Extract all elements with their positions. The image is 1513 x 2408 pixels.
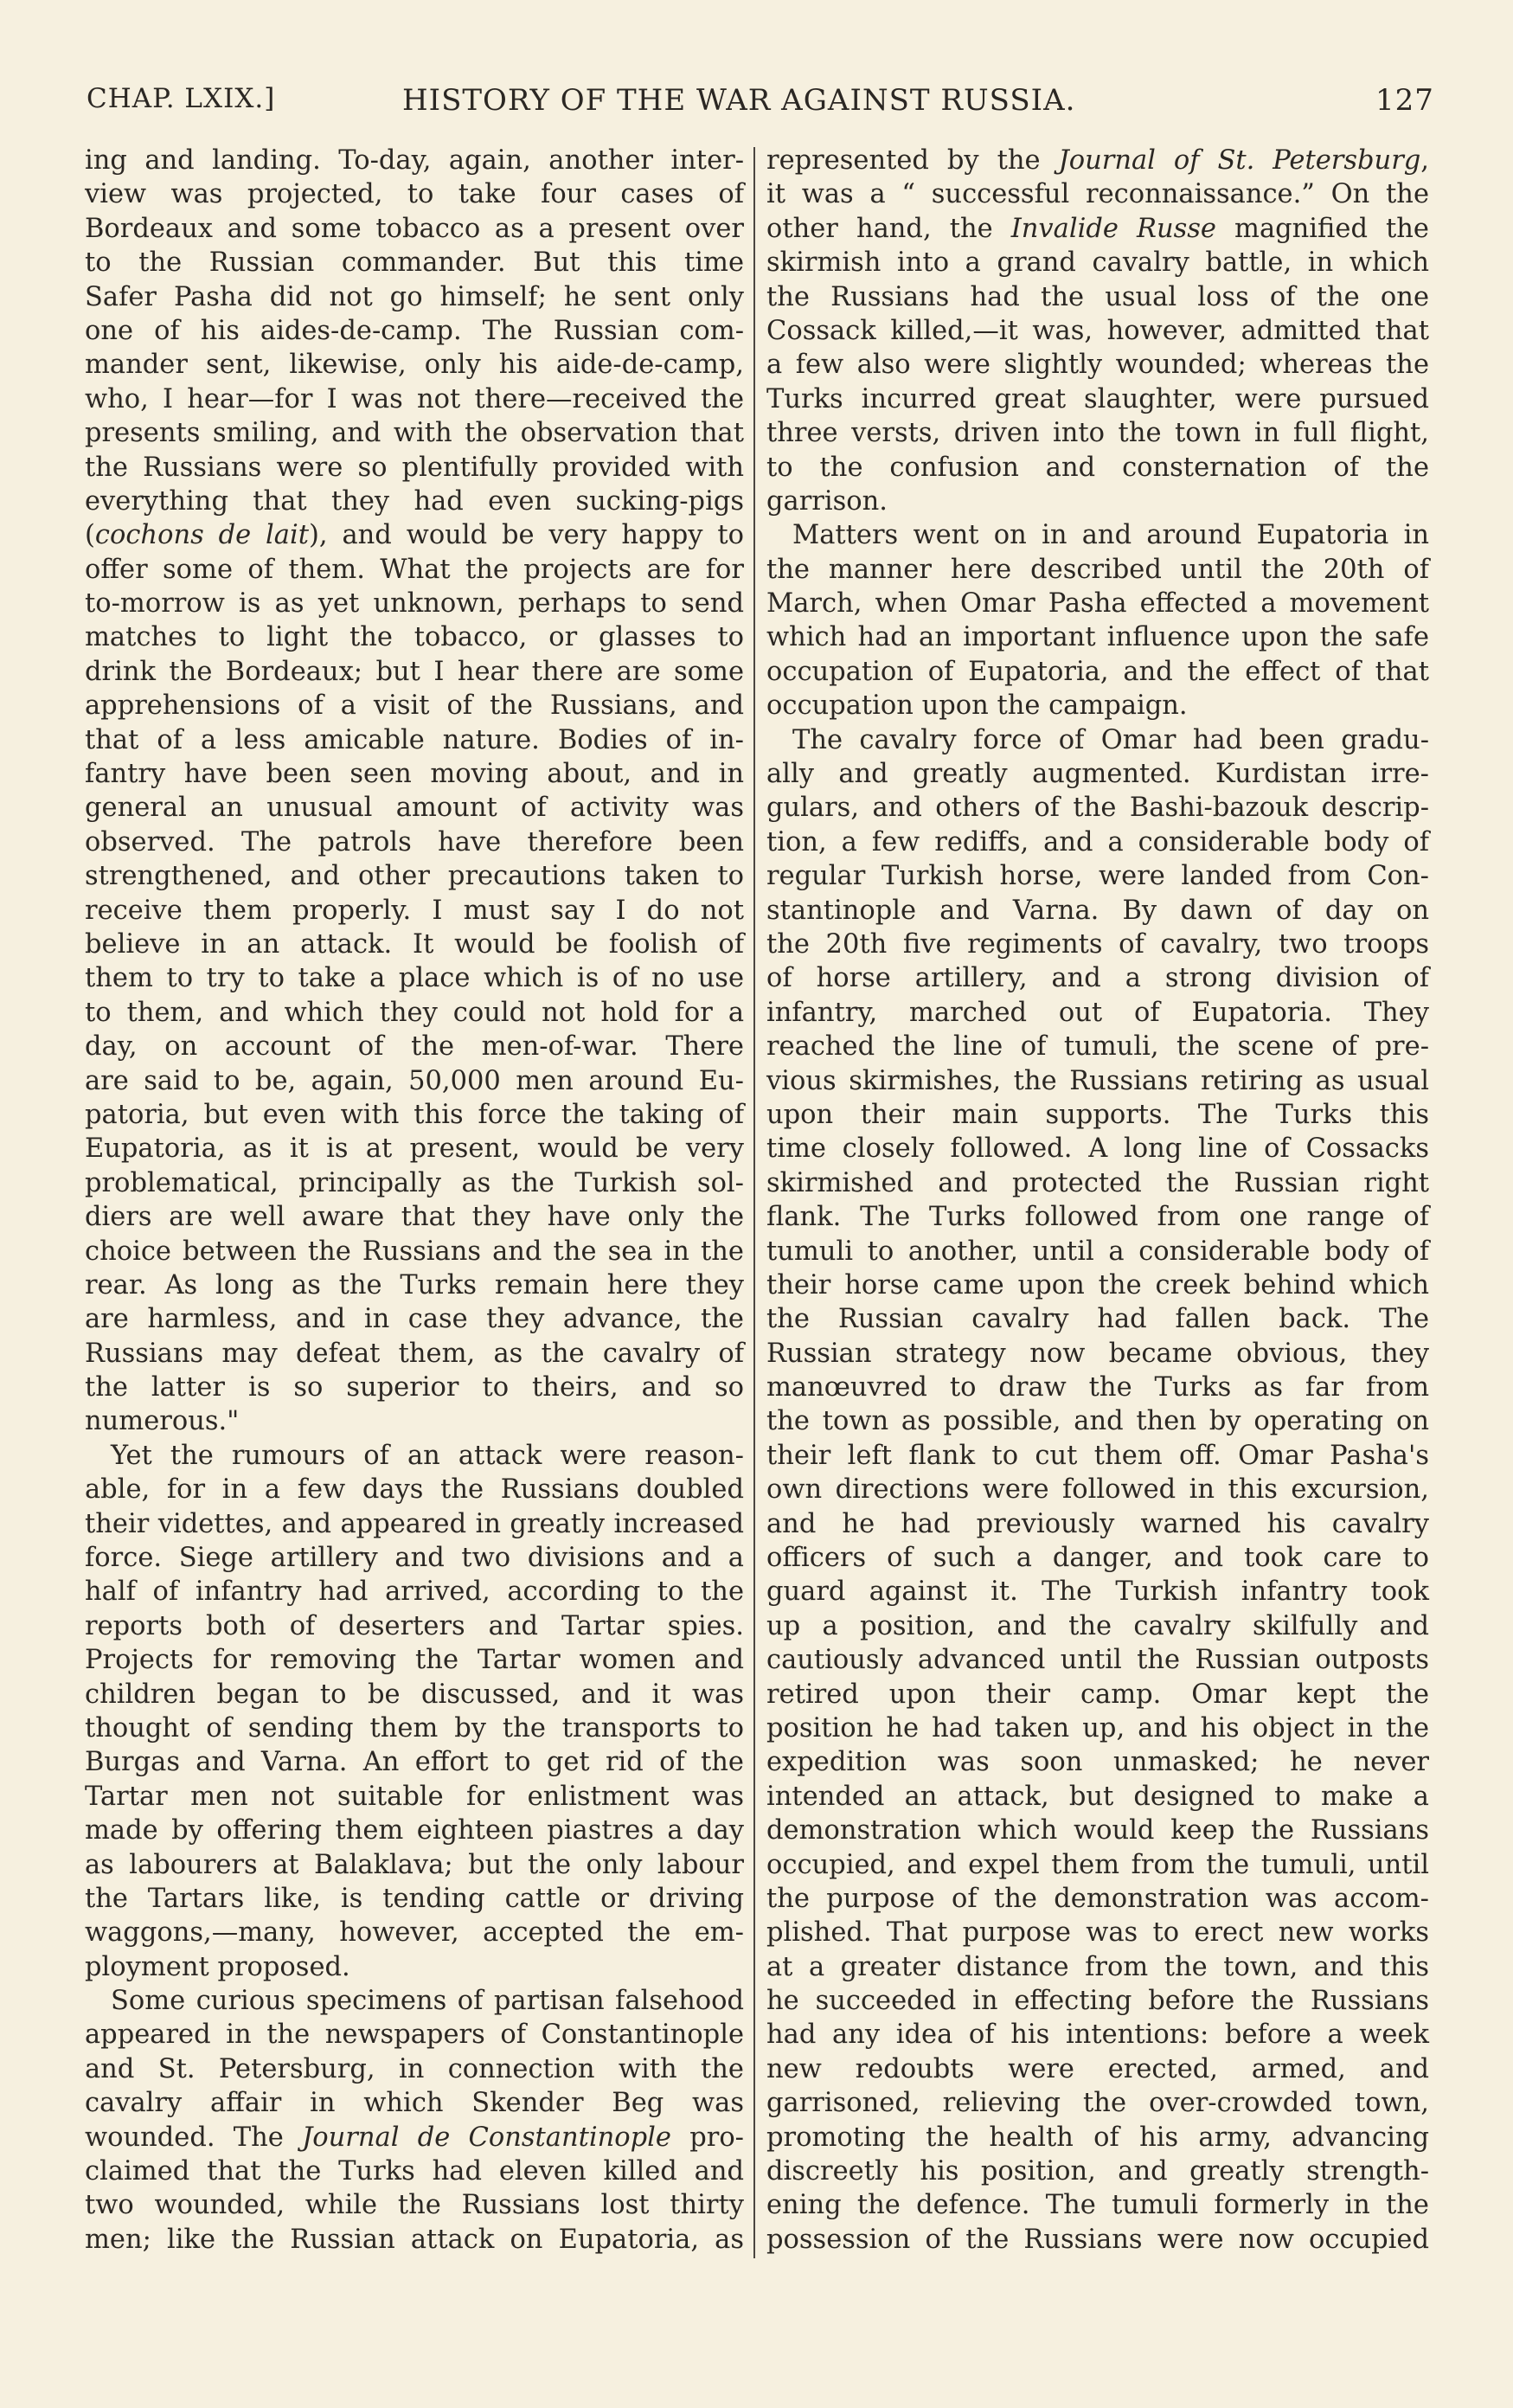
text-line: skirmished and protected the Russian right <box>766 1167 1429 1198</box>
text-line: believe in an attack. It would be foolish of <box>85 928 744 960</box>
text-line: wounded. The Journal de Constantinople pro- <box>85 2122 744 2153</box>
text-line: to them, and which they could not hold for a <box>85 997 744 1028</box>
text-line: to the confusion and consternation of the <box>766 452 1429 483</box>
text-line: diers are well aware that they have only the <box>85 1202 744 1233</box>
text-line: guard against it. The Turkish infantry took <box>766 1576 1429 1608</box>
text-line: made by offering them eighteen piastres a day <box>85 1815 744 1846</box>
chapter-label: CHAP. LXIX.] <box>87 83 276 114</box>
text-line: appeared in the newspapers of Constantinople <box>85 2020 744 2051</box>
text-line: it was a “ successful reconnaissance.” On the <box>766 179 1429 210</box>
text-line: are harmless, and in case they advance, the <box>85 1304 744 1335</box>
text-line: gulars, and others of the Bashi-bazouk descrip- <box>766 793 1429 824</box>
text-line: retired upon their camp. Omar kept the <box>766 1679 1429 1710</box>
text-line: mander sent, likewise, only his aide-de-camp, <box>85 350 744 381</box>
text-line: everything that they had even sucking-pigs <box>85 485 744 517</box>
left-column <box>85 144 744 2257</box>
text-line: at a greater distance from the town, and this <box>766 1951 1429 1982</box>
text-line: the purpose of the demonstration was accom- <box>766 1883 1429 1914</box>
text-line: to the Russian commander. But this time <box>85 247 744 279</box>
text-line: thought of sending them by the transports to <box>85 1712 744 1743</box>
text-line: Eupatoria, as it is at present, would be very <box>85 1133 744 1165</box>
text-line: ployment proposed. <box>85 1951 350 1982</box>
text-line: Yet the rumours of an attack were reason- <box>111 1440 744 1471</box>
text-line: numerous." <box>85 1406 240 1437</box>
text-line: March, when Omar Pasha effected a movement <box>766 588 1429 620</box>
text-line: general an unusual amount of activity was <box>85 793 744 824</box>
page-number: 127 <box>1375 83 1434 118</box>
text-line: reports both of deserters and Tartar spies. <box>85 1610 744 1641</box>
text-line: officers of such a danger, and took care to <box>766 1543 1429 1574</box>
text-line: the town as possible, and then by operating on <box>766 1406 1429 1437</box>
text-line: drink the Bordeaux; but I hear there are some <box>85 656 744 687</box>
text-line: Russian strategy now became obvious, they <box>766 1338 1429 1369</box>
text-line: the latter is so superior to theirs, and so <box>85 1372 744 1403</box>
text-line: garrisoned, relieving the over-crowded town, <box>766 2088 1429 2119</box>
text-line: waggons,—many, however, accepted the em- <box>85 1917 744 1949</box>
text-line: Some curious specimens of partisan falsehood <box>111 1986 744 2017</box>
text-line: claimed that the Turks had eleven killed and <box>85 2156 744 2187</box>
text-line: and he had previously warned his cavalry <box>766 1508 1429 1539</box>
text-line: own directions were followed in this excursion, <box>766 1474 1429 1506</box>
text-line: ening the defence. The tumuli formerly in the <box>766 2190 1429 2221</box>
text-line: strengthened, and other precautions taken to <box>85 861 744 892</box>
text-line: ing and landing. To-day, again, another inter- <box>85 145 744 176</box>
text-line: tion, a few rediffs, and a considerable body of <box>766 826 1429 857</box>
text-line: force. Siege artillery and two divisions and a <box>85 1543 744 1574</box>
text-line: choice between the Russians and the sea in the <box>85 1236 744 1267</box>
text-line: the Tartars like, is tending cattle or driving <box>85 1883 744 1914</box>
text-line: garrison. <box>766 485 888 517</box>
text-line: tumuli to another, until a considerable body of <box>766 1236 1429 1267</box>
text-line: day, on account of the men-of-war. There <box>85 1031 744 1063</box>
running-title: HISTORY OF THE WAR AGAINST RUSSIA. <box>402 83 1076 118</box>
text-line: vious skirmishes, the Russians retiring as usual <box>766 1065 1429 1096</box>
text-line: apprehensions of a visit of the Russians, and <box>85 690 744 722</box>
text-line: of horse artillery, and a strong division of <box>766 963 1429 994</box>
text-line: regular Turkish horse, were landed from Con- <box>766 861 1429 892</box>
text-line: stantinople and Varna. By dawn of day on <box>766 895 1429 926</box>
text-line: plished. That purpose was to erect new works <box>766 1917 1429 1949</box>
text-line: occupation of Eupatoria, and the effect of that <box>766 656 1429 687</box>
text-line: their left flank to cut them off. Omar Pasha's <box>766 1440 1429 1471</box>
text-line: and St. Petersburg, in connection with the <box>85 2053 744 2084</box>
text-line: rear. As long as the Turks remain here they <box>85 1269 744 1300</box>
text-line: intended an attack, but designed to make a <box>766 1781 1429 1812</box>
text-line: Safer Pasha did not go himself; he sent only <box>85 281 744 312</box>
text-line: ally and greatly augmented. Kurdistan irre- <box>766 759 1429 790</box>
text-line: cautiously advanced until the Russian outposts <box>766 1645 1429 1676</box>
text-line: upon their main supports. The Turks this <box>766 1099 1429 1130</box>
text-line: Tartar men not suitable for enlistment was <box>85 1781 744 1812</box>
text-line: one of his aides-de-camp. The Russian com- <box>85 315 744 346</box>
text-line: occupation upon the campaign. <box>766 690 1188 722</box>
text-line: The cavalry force of Omar had been gradu- <box>792 724 1429 755</box>
text-line: demonstration which would keep the Russians <box>766 1815 1429 1846</box>
text-line: up a position, and the cavalry skilfully and <box>766 1610 1429 1641</box>
text-line: are said to be, again, 50,000 men around Eu- <box>85 1065 744 1096</box>
text-line: represented by the Journal of St. Petersburg, <box>766 145 1429 176</box>
text-line: (cochons de lait), and would be very happy to <box>85 520 744 551</box>
text-line: patoria, but even with this force the taking of <box>85 1099 744 1130</box>
text-line: Turks incurred great slaughter, were pursued <box>766 383 1429 414</box>
text-line: their videttes, and appeared in greatly increased <box>85 1508 744 1539</box>
text-line: Burgas and Varna. An effort to get rid of the <box>85 1747 744 1778</box>
text-line: cavalry affair in which Skender Beg was <box>85 2088 744 2119</box>
text-line: discreetly his position, and greatly strength- <box>766 2156 1429 2187</box>
text-line: two wounded, while the Russians lost thirty <box>85 2190 744 2221</box>
text-line: new redoubts were erected, armed, and <box>766 2053 1429 2084</box>
text-line: view was projected, to take four cases of <box>85 179 744 210</box>
text-line: fantry have been seen moving about, and in <box>85 759 744 790</box>
text-line: observed. The patrols have therefore been <box>85 826 744 857</box>
text-line: to-morrow is as yet unknown, perhaps to send <box>85 588 744 620</box>
text-line: occupied, and expel them from the tumuli, until <box>766 1849 1429 1880</box>
text-line: other hand, the Invalide Russe magnified the <box>766 213 1429 244</box>
text-line: Matters went on in and around Eupatoria in <box>792 520 1429 551</box>
text-line: three versts, driven into the town in full flight, <box>766 418 1429 449</box>
text-line: that of a less amicable nature. Bodies of in- <box>85 724 744 755</box>
text-line: presents smiling, and with the observation that <box>85 418 744 449</box>
text-line: had any idea of his intentions: before a week <box>766 2020 1429 2051</box>
text-line: the manner here described until the 20th of <box>766 554 1429 585</box>
column-divider <box>753 147 755 2258</box>
text-line: the 20th five regiments of cavalry, two troops <box>766 928 1429 960</box>
text-line: promoting the health of his army, advancing <box>766 2122 1429 2153</box>
text-line: the Russian cavalry had fallen back. The <box>766 1304 1429 1335</box>
text-line: receive them properly. I must say I do not <box>85 895 744 926</box>
text-line: who, I hear—for I was not there—received the <box>85 383 744 414</box>
text-line: children began to be discussed, and it was <box>85 1679 744 1710</box>
text-line: a few also were slightly wounded; whereas the <box>766 350 1429 381</box>
text-line: offer some of them. What the projects are for <box>85 554 744 585</box>
text-line: their horse came upon the creek behind which <box>766 1269 1429 1300</box>
text-line: as labourers at Balaklava; but the only labour <box>85 1849 744 1880</box>
text-line: problematical, principally as the Turkish sol- <box>85 1167 744 1198</box>
text-line: skirmish into a grand cavalry battle, in which <box>766 247 1429 279</box>
text-line: position he had taken up, and his object in the <box>766 1712 1429 1743</box>
text-line: he succeeded in effecting before the Russians <box>766 1986 1429 2017</box>
text-line: time closely followed. A long line of Cossacks <box>766 1133 1429 1165</box>
right-column <box>766 144 1429 2257</box>
text-line: infantry, marched out of Eupatoria. They <box>766 997 1429 1028</box>
text-line: the Russians were so plentifully provided with <box>85 452 744 483</box>
text-line: possession of the Russians were now occupied <box>766 2224 1429 2255</box>
text-line: men; like the Russian attack on Eupatoria, as <box>85 2224 744 2255</box>
text-line: able, for in a few days the Russians doubled <box>85 1474 744 1506</box>
text-line: flank. The Turks followed from one range of <box>766 1202 1429 1233</box>
text-line: which had an important influence upon the safe <box>766 622 1429 653</box>
text-line: matches to light the tobacco, or glasses to <box>85 622 744 653</box>
text-line: reached the line of tumuli, the scene of pre- <box>766 1031 1429 1063</box>
text-line: Russians may defeat them, as the cavalry of <box>85 1338 744 1369</box>
text-line: them to try to take a place which is of no use <box>85 963 744 994</box>
text-line: the Russians had the usual loss of the one <box>766 281 1429 312</box>
text-line: Cossack killed,—it was, however, admitted that <box>766 315 1429 346</box>
text-line: expedition was soon unmasked; he never <box>766 1747 1429 1778</box>
text-line: half of infantry had arrived, according to the <box>85 1576 744 1608</box>
text-line: Bordeaux and some tobacco as a present over <box>85 213 744 244</box>
text-line: Projects for removing the Tartar women and <box>85 1645 744 1676</box>
text-line: manœuvred to draw the Turks as far from <box>766 1372 1429 1403</box>
